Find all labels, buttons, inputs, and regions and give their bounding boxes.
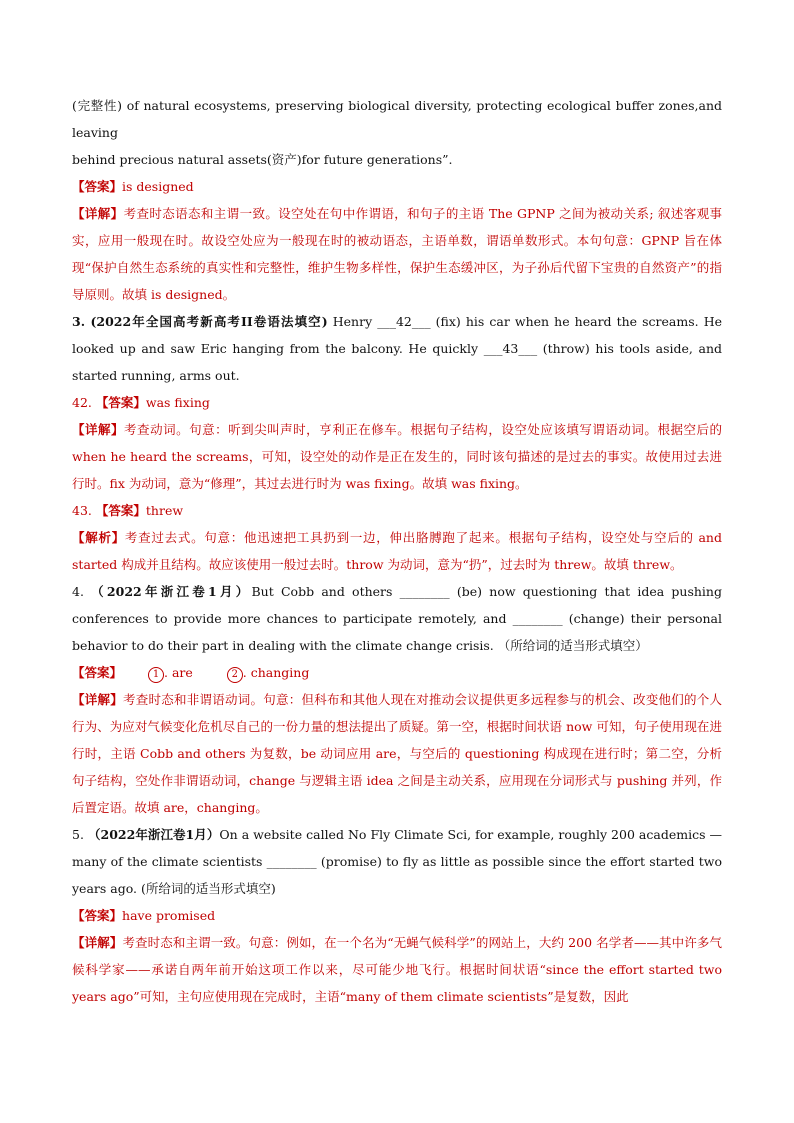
circled-number-2: 2 xyxy=(227,667,243,683)
detail-42: 【详解】考查动词。句意：听到尖叫声时，亨利正在修车。根据句子结构，设空处应该填写谓语动词。根据空后的 when he heard the screams，可知，设空处的动作是正在发生的，同时该句描述的是过去的事实。故使用过去进行时。fix 为动词，意为“修理”，其过去进行时为 was fixing。故填 was fixing。 xyxy=(72,422,722,491)
detail-43: 【解析】考查过去式。句意：他迅速把工具扔到一边，伸出胳膊跑了起来。根据句子结构，设空处与空后的 and started 构成并且结构。故应该使用一般过去时。throw 为动词，意为“扔”，过去时为 threw。故填 threw。 xyxy=(72,530,722,572)
detail-tag: 【详解】 xyxy=(72,206,124,221)
circled-number-1: 1 xyxy=(148,667,164,683)
detail-4: 【详解】考查时态和非谓语动词。句意：但科布和其他人现在对推动会议提供更多远程参与的机会、改变他们的个人行为、为应对气候变化危机尽自己的一份力量的想法提出了质疑。第一空，根据时间状语 now 可知，句子使用现在进行时，主语 Cobb and others 为复数，be 动词应用 are，与空后的 questioning 构成现在进行时；第二空，分析句子结构，空处作非谓语动词，change 与逻辑主语 idea 之间是主动关系，应用现在分词形式与 pushing 并列，作后置定语。故填 are，changing。 xyxy=(72,692,722,815)
document-page xyxy=(72,92,722,1010)
question-text: Henry ___42___ (fix) his car when he heard the screams. He looked up and saw Eric hanging from the balcony. He quickly ___43___ (throw) his tools aside, and started running, arms out. xyxy=(72,314,722,383)
question-3 xyxy=(72,308,722,389)
question-heading: 3. (2022年全国高考新高考II卷语法填空) xyxy=(72,314,328,329)
answer-tag: 【答案】 xyxy=(72,179,123,194)
answer-5: 【答案】have promised xyxy=(72,908,216,923)
question-5: 5. （2022年浙江卷1月）On a website called No Fly Climate Sci, for example, roughly 200 academics — many of the climate scientists ________ (promise) to fly as little as possible since the effort started two years ago. (所给词的适当形式填空) xyxy=(72,827,723,896)
prev-detail xyxy=(72,200,722,308)
prev-answer xyxy=(72,173,722,200)
answer-42: 42. 【答案】was fixing xyxy=(72,395,210,410)
answer-value: is designed xyxy=(122,179,194,194)
answer-43: 43. 【答案】threw xyxy=(72,503,184,518)
detail-text: 考查时态语态和主谓一致。设空处在句中作谓语，和句子的主语 The GPNP 之间为被动关系; 叙述客观事实，应用一般现在时。故设空处应为一般现在时的被动语态，主语单数，谓语单数形式。本句句意：GPNP 旨在体现“保护自然生态系统的真实性和完整性，维护生物多样性，保护生态缓冲区，为子孙后代留下宝贵的自然资产”的指导原则。故填 is designed。 xyxy=(72,206,722,302)
detail-5: 【详解】考查时态和主谓一致。句意：例如，在一个名为“无蝇气候科学”的网站上，大约 200 名学者——其中许多气候科学家——承诺自两年前开始这项工作以来，尽可能少地飞行。根据时间状语“since the effort started two years ago”可知，主句应使用现在完成时，主语“many of them climate scientists”是复数，因此 xyxy=(72,935,722,1004)
question-4: 4. （2022年浙江卷1月）But Cobb and others ________ (be) now questioning that idea pushing conferences to provide more chances to participate remotely, and ________ (change) their personal behavior to do their part in dealing with the climate change crisis. （所给词的适当形式填空） xyxy=(72,584,722,653)
answer-4: 【答案】 1 . are 2 . changing xyxy=(72,659,722,686)
intro-text: (完整性) of natural ecosystems, preserving biological diversity, protecting ecological buffer zones,and leaving behind precious natural assets(资产)for future generations”. xyxy=(72,98,722,167)
